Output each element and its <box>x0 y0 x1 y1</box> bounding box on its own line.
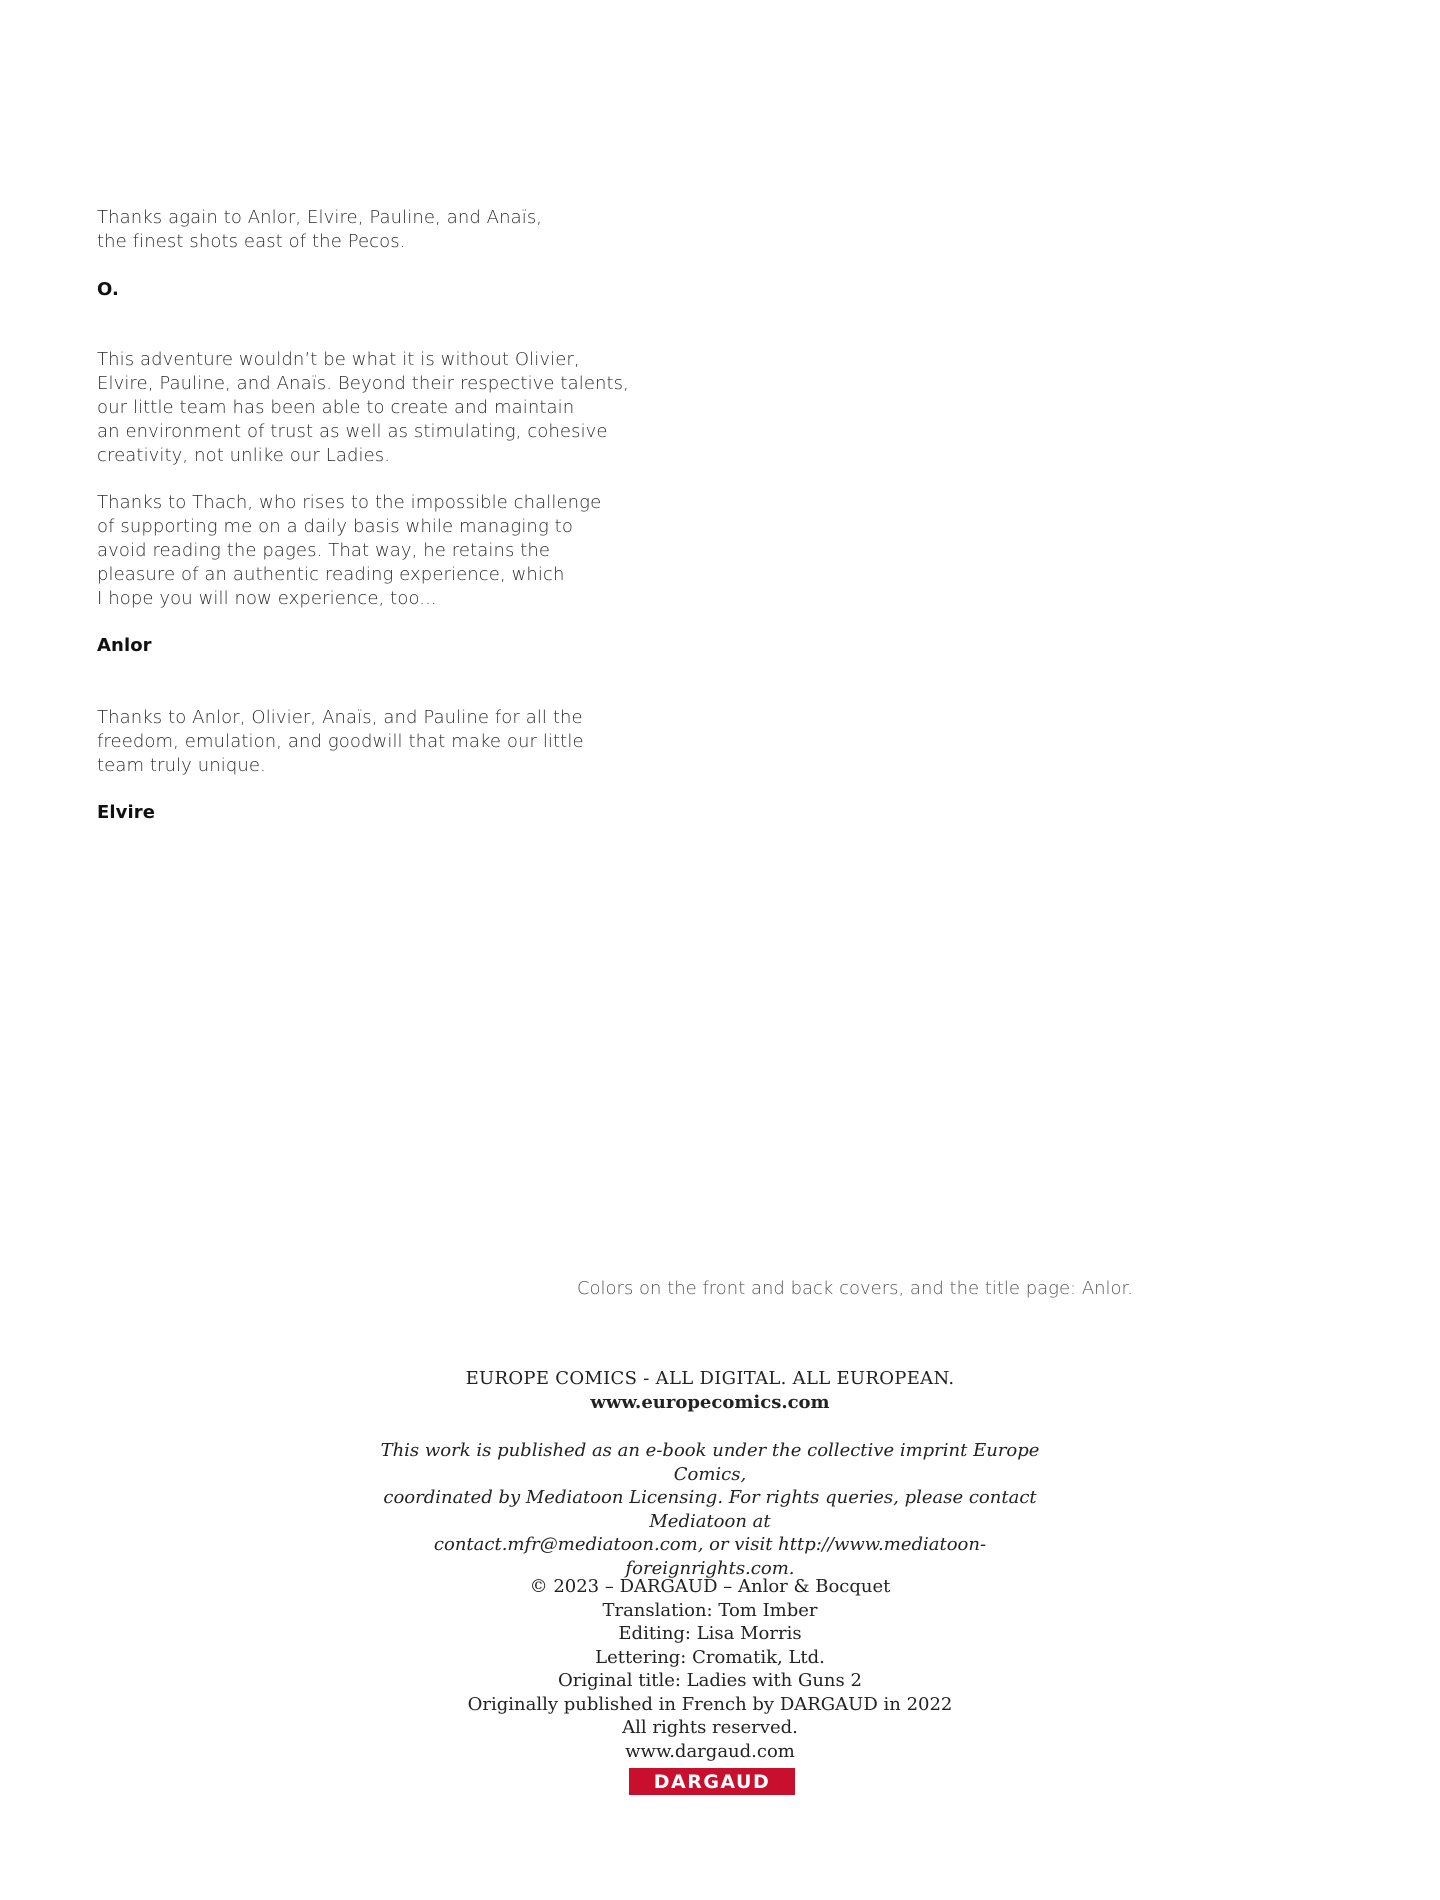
imprint-line: This work is published as an e-book under the collective imprint Europe Comics, <box>380 1440 1040 1485</box>
signature-olivier-text: O. <box>97 279 119 300</box>
original-title: Original title: Ladies with Guns 2 <box>558 1670 862 1691</box>
ack-anlor-text-1: This adventure wouldn’t be what it is without Olivier, Elvire, Pauline, and Anaïs. Beyond their respective talents, our little team has been able to create and maintain an environment of trust as well as stimulating, cohesive creativity, not unlike our Ladies. <box>97 349 629 466</box>
colors-credit-note: Colors on the front and back covers, and the title page: Anlor. <box>576 1278 1134 1299</box>
publisher-url[interactable]: www.europecomics.com <box>590 1391 830 1413</box>
dargaud-logo <box>629 1768 795 1795</box>
logo-text: DARGAUD <box>653 1771 771 1793</box>
editing-credit: Editing: Lisa Morris <box>618 1623 802 1644</box>
original-publication: Originally published in French by DARGAUD in 2022 <box>467 1693 953 1715</box>
signature-elvire-text: Elvire <box>97 802 156 823</box>
rights-reserved: All rights reserved. <box>622 1717 798 1738</box>
signature-anlor <box>97 634 152 658</box>
ack-anlor-text-2: Thanks to Thach, who rises to the impossible challenge of supporting me on a daily basis while managing to avoid reading the pages. That way, he retains the pleasure of an authentic reading experience, which I hope you will now experience, too... <box>97 492 602 609</box>
rights-block <box>360 1575 1060 1763</box>
ack-elvire-text: Thanks to Anlor, Olivier, Anaïs, and Pauline for all the freedom, emulation, and goodwill that make our little team truly unique. <box>97 707 584 776</box>
imprint-line: coordinated by Mediatoon Licensing. For rights queries, please contact Mediatoon at <box>383 1487 1037 1532</box>
signature-elvire <box>97 801 155 825</box>
copyright-line: © 2023 – DARGAUD – Anlor & Bocquet <box>529 1576 891 1597</box>
ack-elvire <box>97 706 584 778</box>
dargaud-logo-graphic <box>629 1768 795 1795</box>
imprint-line: contact.mfr@mediatoon.com, or visit http://www.mediatoon-foreignrights.com. <box>433 1534 987 1579</box>
translation-credit: Translation: Tom Imber <box>602 1599 818 1621</box>
publisher-block <box>360 1367 1060 1414</box>
signature-anlor-text: Anlor <box>97 635 152 656</box>
imprint-notice <box>360 1439 1060 1580</box>
lettering-credit: Lettering: Cromatik, Ltd. <box>595 1646 825 1668</box>
ack-olivier-text: Thanks again to Anlor, Elvire, Pauline, and Anaïs, the finest shots east of the Pecos. <box>97 207 543 252</box>
ack-anlor-paragraph-1 <box>97 348 629 468</box>
ack-anlor-paragraph-2 <box>97 491 601 611</box>
signature-olivier <box>97 278 119 302</box>
ack-olivier <box>97 206 542 254</box>
publisher-tagline: EUROPE COMICS - ALL DIGITAL. ALL EUROPEAN. <box>465 1368 955 1389</box>
dargaud-url[interactable]: www.dargaud.com <box>625 1740 795 1762</box>
